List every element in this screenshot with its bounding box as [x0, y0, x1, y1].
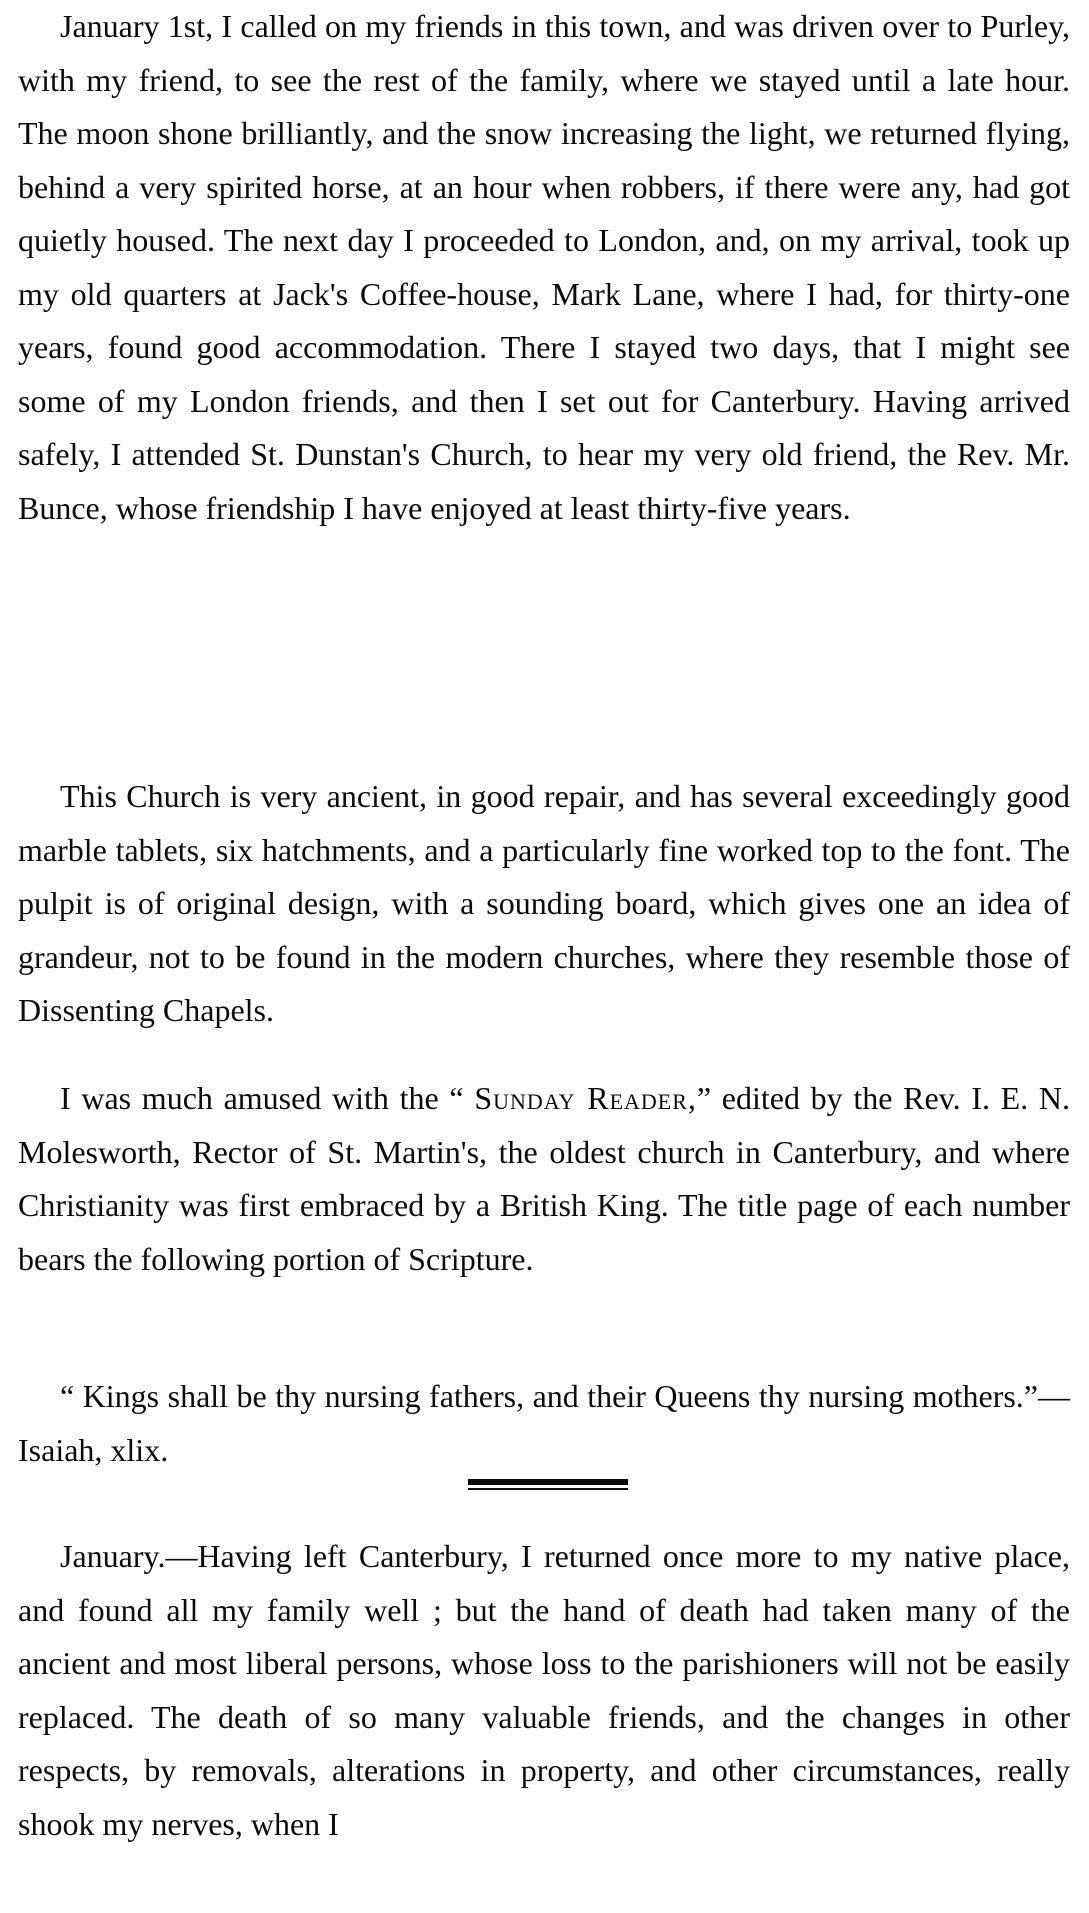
- divider-thin-rule: [468, 1488, 628, 1490]
- paragraph-january-first: January 1st, I called on my friends in this town, and was driven over to Purley, with my friend, to see the rest of the family, where we stayed until a late hour. The moon shone brilliantly, and the snow increasing the light, we returned flying, behind a very spirited horse, at an hour when robbers, if there were any, had got quietly housed. The next day I proceeded to London, and, on my arrival, took up my old quarters at Jack's Coffee-house, Mark Lane, where I had, for thirty-one years, found good accommodation. There I stayed two days, that I might see some of my London friends, and then I set out for Canterbury. Having arrived safely, I attended St. Dunstan's Church, to hear my very old friend, the Rev. Mr. Bunce, whose friendship I have enjoyed at least thirty-five years.: [18, 8, 1070, 526]
- paragraph-sunday-reader: [18, 1072, 1070, 1286]
- section-divider: [468, 1479, 628, 1491]
- scripture-quote: “ Kings shall be thy nursing fathers, and their Queens thy nursing mothers.”—Isaiah, xlix.: [18, 1378, 1070, 1468]
- paragraph-church-description: This Church is very ancient, in good repair, and has several exceedingly good marble tablets, six hatchments, and a particularly fine worked top to the font. The pulpit is of original design, with a sounding board, which gives one an idea of grandeur, not to be found in the modern churches, where they resemble those of Dissenting Chapels.: [18, 778, 1070, 1028]
- sunday-reader-title: Sunday Reader,: [474, 1080, 697, 1116]
- divider-thick-rule: [468, 1479, 628, 1485]
- sunday-reader-intro: I was much amused with the “: [60, 1080, 475, 1116]
- paragraph-january-return: January.—Having left Canterbury, I returned once more to my native place, and found all my family well ; but the hand of death had taken many of the ancient and most liberal persons, whose loss to the parishioners will not be easily replaced. The death of so many valuable friends, and the changes in other respects, by removals, alterations in property, and other circumstances, really shook my nerves, when I: [18, 1538, 1070, 1842]
- sunday-reader-rest: ” edited by the Rev. I. E. N. Molesworth, Rector of St. Martin's, the oldest church in Canterbury, and where Christianity was first embraced by a British King. The title page of each number bears the following portion of Scripture.: [18, 1080, 1071, 1277]
